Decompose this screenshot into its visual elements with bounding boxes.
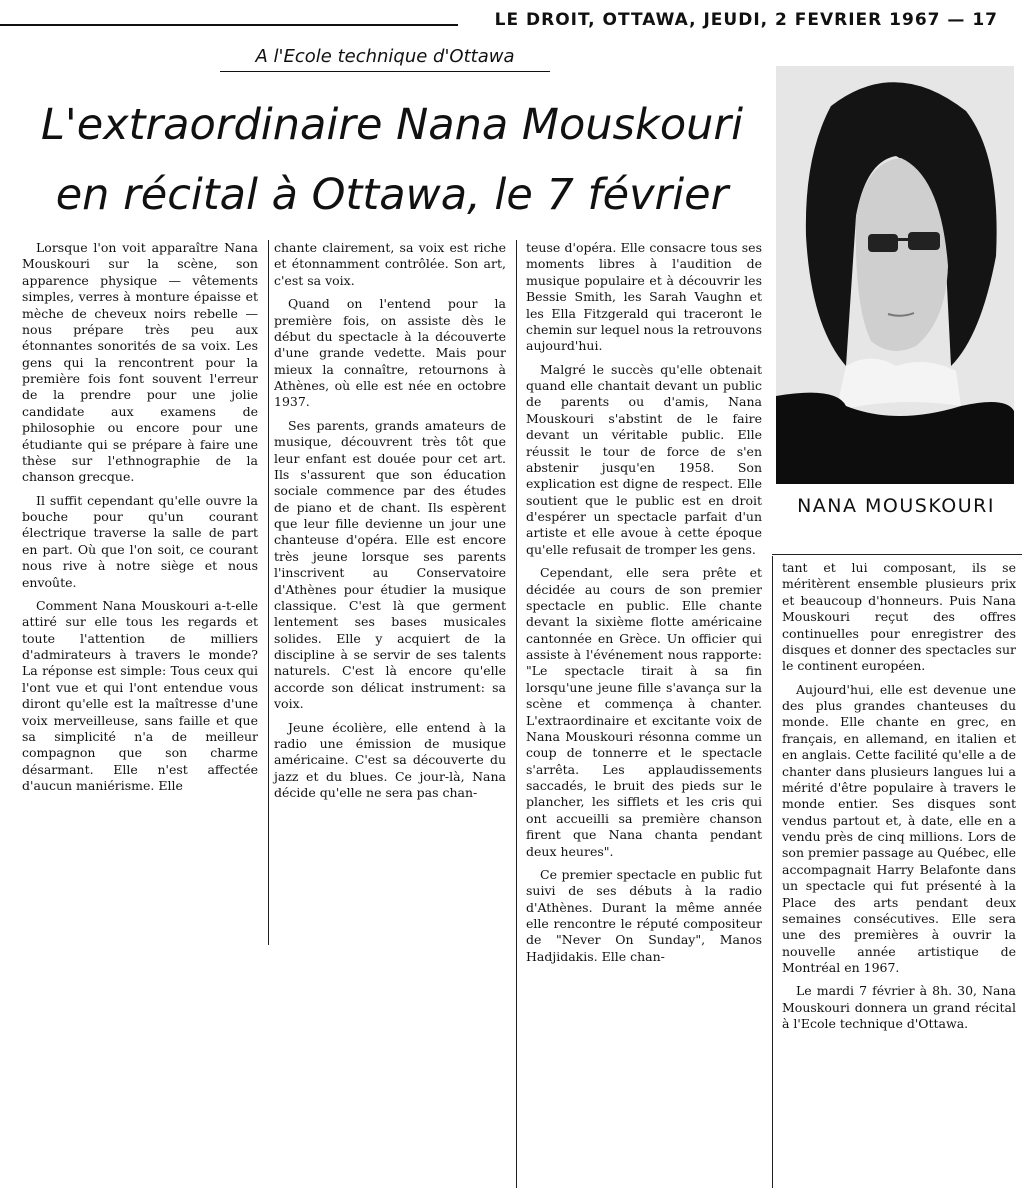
caption-rule	[772, 554, 1022, 555]
paragraph: Aujourd'hui, elle est devenue une des plus grandes chanteuses du monde. Elle chante en grec, en français, en allemand, en italien et en anglais. Cette facilité qu'elle a de chanter dans plusieurs langues lui a mérité d'être populaire à travers le monde entier. Ses disques sont vendus partout et, à date, elle en a vendu près de cinq millions. Lors de son premier passage au Québec, elle accompagnait Harry Belafonte dans un spectacle qui fut présenté à la Place des arts pendant deux semaines consécutives. Elle sera une des premières à ouvrir la nouvelle année artistique de Montréal en 1967.	[782, 681, 1016, 975]
paragraph: Le mardi 7 février à 8h. 30, Nana Mouskouri donnera un grand récital à l'Ecole technique d'Ottawa.	[782, 983, 1016, 1032]
article-column-3	[526, 240, 762, 972]
paragraph: Cependant, elle sera prête et décidée au cours de son premier spectacle en public. Elle chante devant la sixième flotte américaine cantonnée en Grèce. Un officier qui assiste à l'événement nous rapporte: "Le spectacle tirait à sa fin lorsqu'une jeune fille s'avança sur la scène et commença à chanter. L'extraordinaire et excitante voix de Nana Mouskouri résonna comme un coup de tonnerre et le spectacle s'arrêta. Les applaudissements saccadés, le bruit des pieds sur le plancher, les sifflets et les cris qui ont accueilli sa première chanson firent que Nana chanta pendant deux heures".	[526, 565, 762, 859]
article-column-1	[22, 240, 258, 801]
paragraph: Malgré le succès qu'elle obtenait quand elle chantait devant un public de parents ou d'amis, Nana Mouskouri s'abstint de le faire devant un véritable public. Elle réussit le tour de force de s'en abstenir jusqu'en 1958. Son explication est digne de respect. Elle soutient que le public est en droit d'espérer un spectacle parfait d'un artiste et elle avoue à cette époque qu'elle refusait de tromper les gens.	[526, 361, 762, 557]
column-rule-1	[268, 240, 269, 945]
paragraph: Comment Nana Mouskouri a-t-elle attiré sur elle tous les regards et toute l'attention de milliers d'admirateurs à travers le monde? La réponse est simple: Tous ceux qui l'ont vue et qui l'ont entendue vous diront qu'elle est la maîtresse d'une voix merveilleuse, sans faille et que sa simplicité n'a de meilleur compagnon que son charme désarmant. Elle n'est affectée d'aucun maniérisme. Elle	[22, 597, 258, 793]
paragraph: chante clairement, sa voix est riche et étonnamment contrôlée. Son art, c'est sa voix.	[274, 240, 506, 288]
paragraph: Quand on l'entend pour la première fois, on assiste dès le début du spectacle à la découverte d'une grande vedette. Mais pour mieux la connaître, retournons à Athènes, où elle est née en octobre 1937.	[274, 296, 506, 410]
column-rule-2	[516, 240, 517, 1188]
masthead-rule	[0, 24, 458, 26]
masthead: LE DROIT, OTTAWA, JEUDI, 2 FEVRIER 1967 — 17	[494, 10, 998, 30]
photo-caption: NANA MOUSKOURI	[797, 495, 995, 517]
column-rule-3	[772, 556, 773, 1188]
article-column-4	[782, 560, 1016, 1040]
paragraph: Ses parents, grands amateurs de musique, découvrent très tôt que leur enfant est douée pour cet art. Ils s'assurent que son éducation sociale commence par des études de piano et de chant. Ils espèrent que leur fille devienne un jour une chanteuse d'opéra. Elle est encore très jeune lorsque ses parents l'inscrivent au Conservatoire d'Athènes pour étudier la musique classique. C'est là que germent lentement ses bases musicales solides. Elle y acquiert de la discipline à se servir de ses talents naturels. C'est là encore qu'elle accorde son délicat instrument: sa voix.	[274, 417, 506, 712]
portrait-photo	[776, 66, 1014, 484]
paragraph: teuse d'opéra. Elle consacre tous ses moments libres à l'audition de musique populaire et à découvrir les Bessie Smith, les Sarah Vaughn et les Ella Fitzgerald qui traceront le chemin sur lequel nous la retrouvons aujourd'hui.	[526, 240, 762, 354]
headline	[12, 90, 772, 230]
kicker: A l'Ecole technique d'Ottawa	[220, 46, 550, 72]
headline-line-2: en récital à Ottawa, le 7 février	[55, 170, 729, 220]
article-column-2	[274, 240, 506, 808]
portrait-illustration	[776, 66, 1014, 484]
paragraph: Il suffit cependant qu'elle ouvre la bouche pour qu'un courant électrique traverse la salle de part en part. Où que l'on soit, ce courant nous rive à notre siège et nous envoûte.	[22, 492, 258, 590]
paragraph: tant et lui composant, ils se méritèrent ensemble plusieurs prix et beaucoup d'honneurs. Puis Nana Mouskouri reçut des offres continuelles pour enregistrer des disques et donner des spectacles sur le continent européen.	[782, 560, 1016, 674]
paragraph: Ce premier spectacle en public fut suivi de ses débuts à la radio d'Athènes. Durant la même année elle rencontre le réputé compositeur de "Never On Sunday", Manos Hadjidakis. Elle chan-	[526, 866, 762, 964]
paragraph: Jeune écolière, elle entend à la radio une émission de musique américaine. C'est sa découverte du jazz et du blues. Ce jour-là, Nana décide qu'elle ne sera pas chan-	[274, 719, 506, 800]
paragraph: Lorsque l'on voit apparaître Nana Mouskouri sur la scène, son apparence physique — vêtements simples, verres à monture épaisse et mèche de cheveux noirs rebelle — nous prépare très peu aux étonnantes sonorités de sa voix. Les gens qui la rencontrent pour la première fois font souvent l'erreur de la prendre pour une jolie candidate aux examens de philosophie ou encore pour une étudiante qui se prépare à faire une thèse sur l'ethnographie de la chanson grecque.	[22, 240, 258, 485]
headline-line-1: L'extraordinaire Nana Mouskouri	[40, 100, 744, 150]
